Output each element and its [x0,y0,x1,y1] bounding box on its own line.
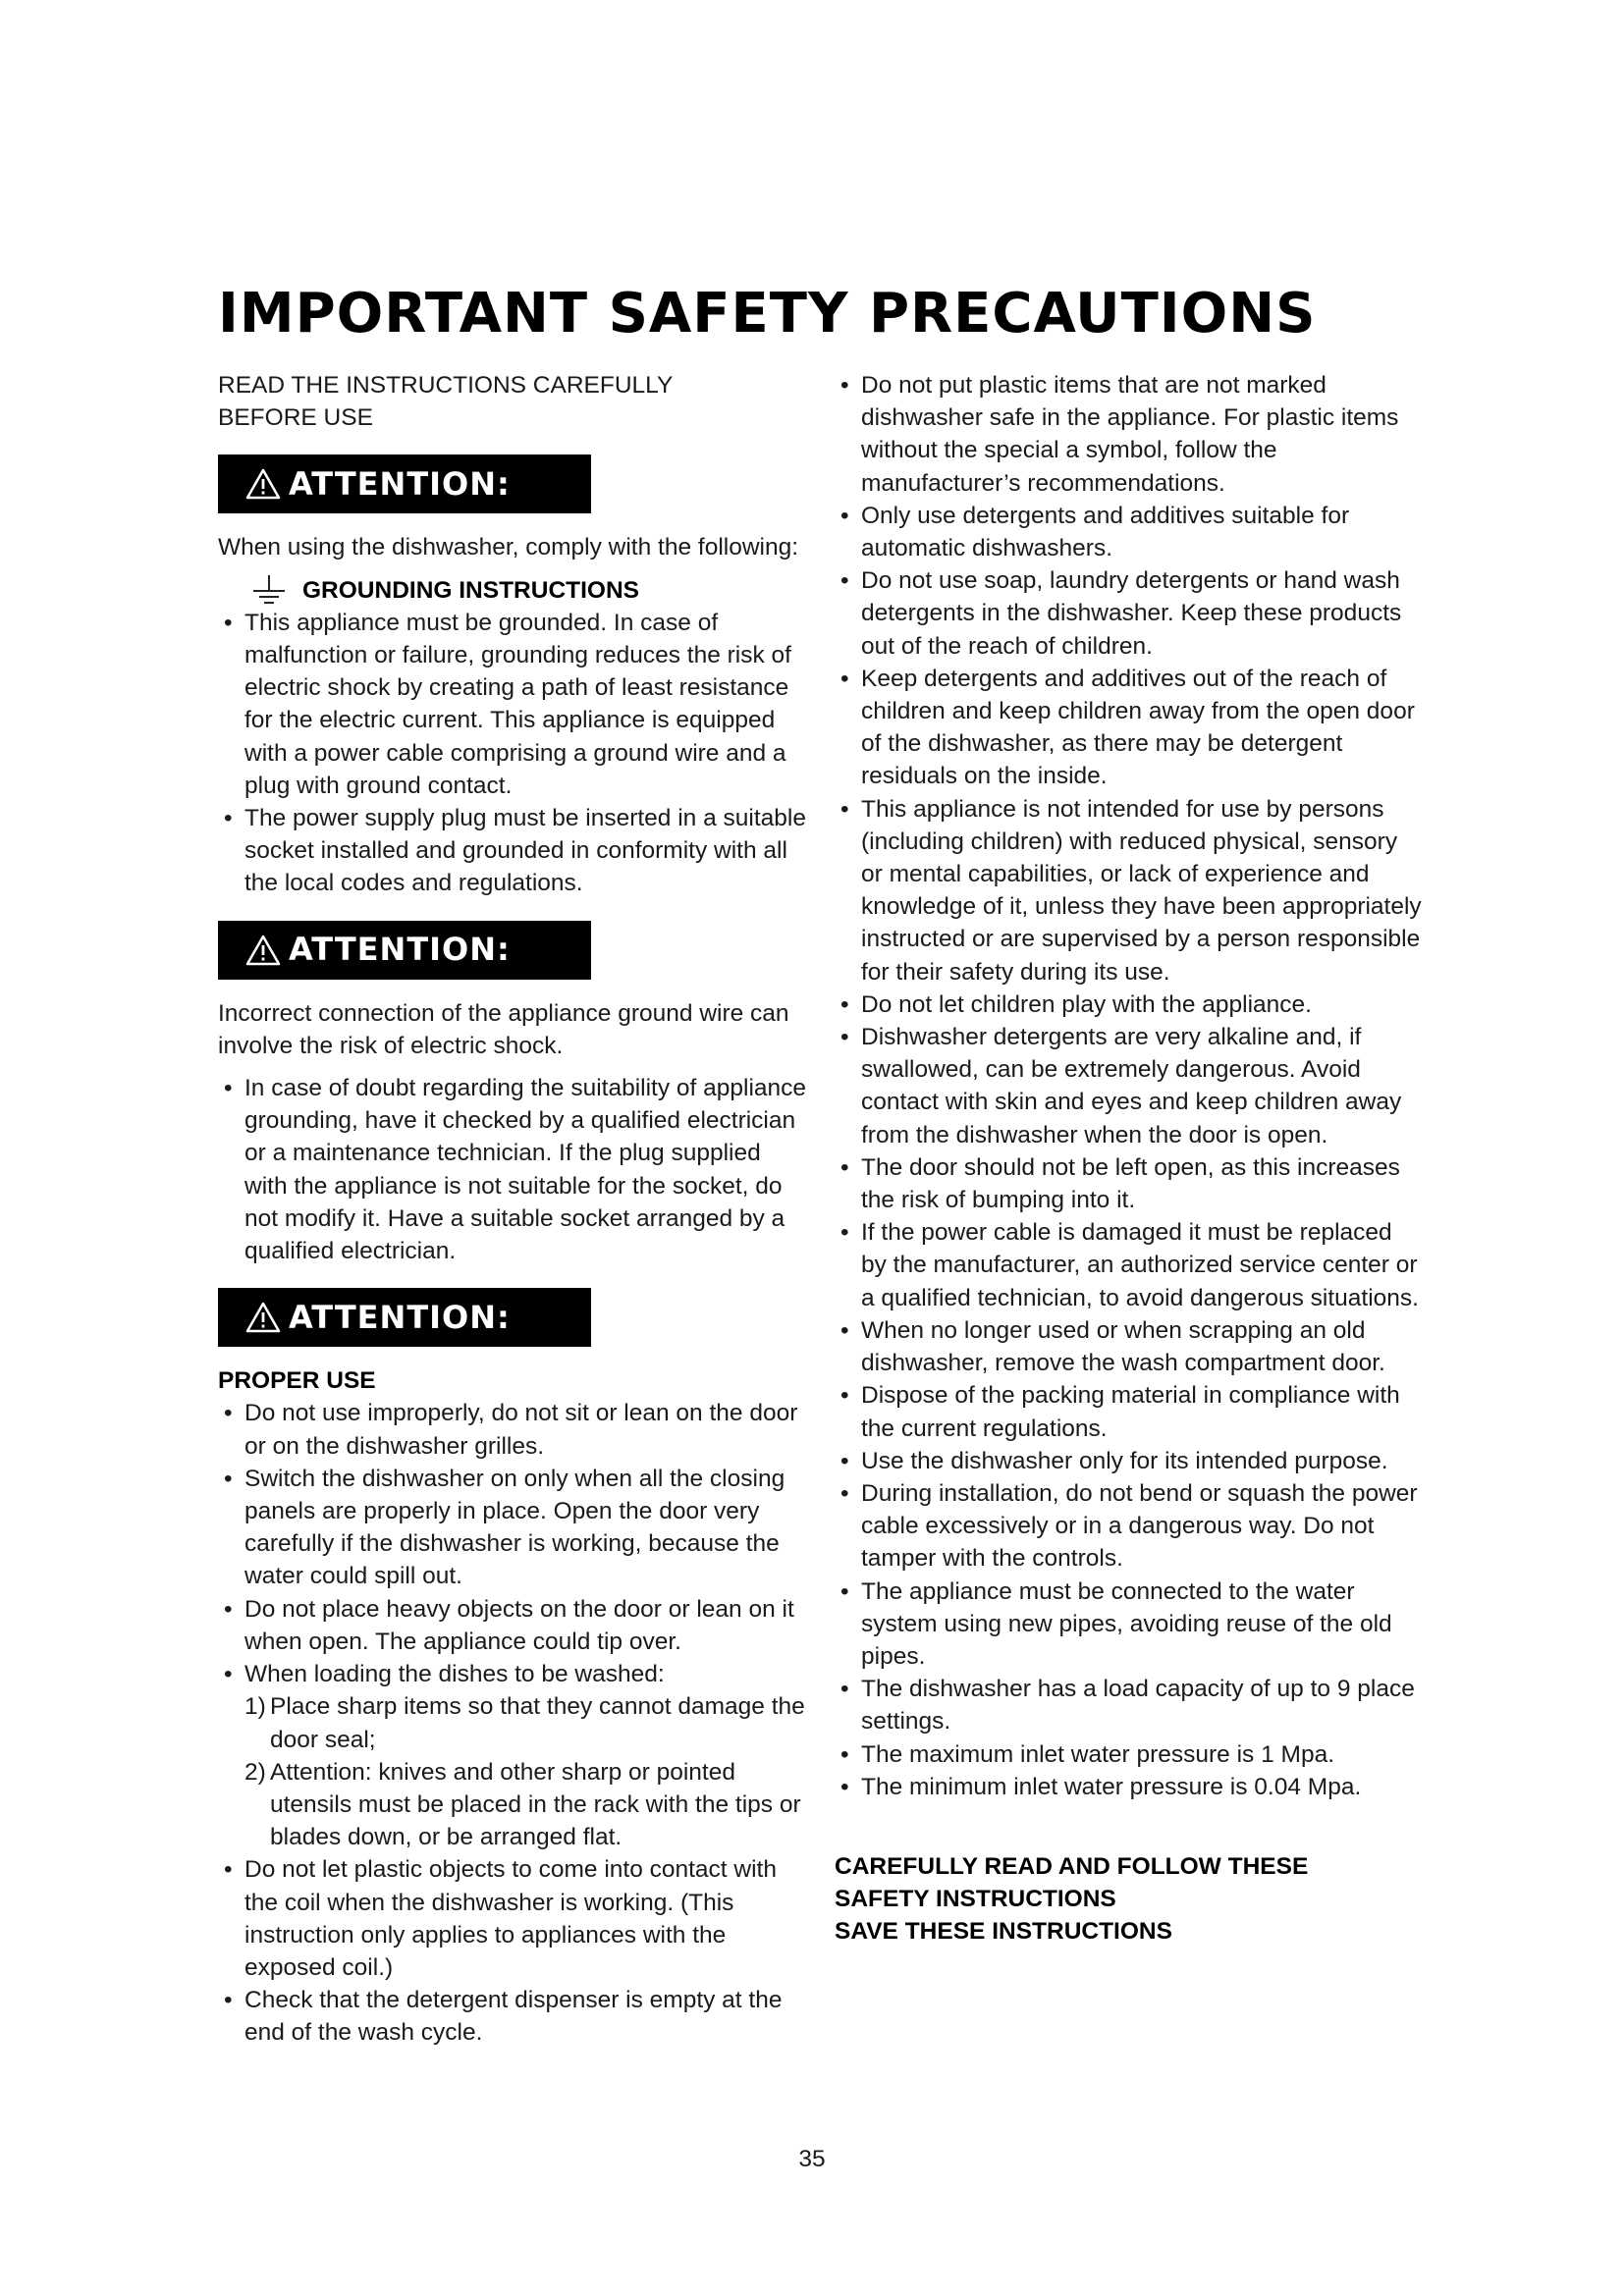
list-item: • Only use detergents and additives suitable for automatic dishwashers. [835,500,1424,564]
warning-triangle-icon [245,934,281,966]
ground-check-bullet-list [218,1072,807,1267]
list-item: • The appliance must be connected to the water system using new pipes, avoiding reuse of the old pipes. [835,1575,1424,1674]
attention-label: ATTENTION: [289,464,511,503]
item-text: Place sharp items so that they cannot damage the door seal; [270,1693,805,1753]
proper-use-bullet-list [218,1397,807,1690]
list-item: • During installation, do not bend or squash the power cable excessively or in a dangerous way. Do not tamper with the controls. [835,1477,1424,1575]
section2-intro: Incorrect connection of the appliance ground wire can involve the risk of electric shock. [218,999,789,1059]
intro-line-1: READ THE INSTRUCTIONS CAREFULLY [218,372,674,399]
item-text: Attention: knives and other sharp or pointed utensils must be placed in the rack with the tips or blades down, or be arranged flat. [270,1758,801,1851]
list-item: • The maximum inlet water pressure is 1 Mpa. [835,1738,1424,1771]
warning-triangle-icon [245,1302,281,1333]
right-column [835,369,1424,1949]
section1-intro: When using the dishwasher, comply with the following: [218,534,799,561]
attention-label: ATTENTION: [289,1298,511,1336]
list-item: • Do not place heavy objects on the door or lean on it when open. The appliance could tip over. [218,1593,807,1658]
list-item: • When no longer used or when scrapping an old dishwasher, remove the wash compartment door. [835,1314,1424,1379]
grounding-heading: GROUNDING INSTRUCTIONS [302,576,639,604]
item-number: 1) [244,1693,266,1721]
grounding-heading-row [218,574,807,607]
list-item: • The dishwasher has a load capacity of up to 9 place settings. [835,1673,1424,1737]
list-item: • This appliance is not intended for use by persons (including children) with reduced physical, sensory or mental capabilities, or lack of experience and knowledge of it, unless they have been appropriately instructed or are supervised by a person responsible for their safety during its use. [835,793,1424,988]
list-item: • If the power cable is damaged it must be replaced by the manufacturer, an authorized service center or a qualified technician, to avoid dangerous situations. [835,1216,1424,1314]
item-number: 2) [244,1758,266,1786]
intro-line-2: BEFORE USE [218,404,373,432]
attention-banner-3 [218,1288,591,1347]
list-item: • Keep detergents and additives out of the reach of children and keep children away from the open door of the dishwasher, as there may be detergent residuals on the inside. [835,663,1424,793]
list-item: • Dishwasher detergents are very alkaline and, if swallowed, can be extremely dangerous. Avoid contact with skin and eyes and keep children away from the dishwasher when the door is open. [835,1021,1424,1151]
list-item: • Check that the detergent dispenser is empty at the end of the wash cycle. [218,1984,807,2049]
list-item: • Do not use improperly, do not sit or lean on the door or on the dishwasher grilles. [218,1397,807,1462]
list-item: • The minimum inlet water pressure is 0.04 Mpa. [835,1771,1424,1803]
grounding-bullet-list [218,607,807,900]
page-number: 35 [798,2146,826,2172]
attention-label: ATTENTION: [289,931,511,969]
list-item: • Switch the dishwasher on only when all the closing panels are properly in place. Open the door very carefully if the dishwasher is working, because the water could spill out. [218,1463,807,1593]
list-item: • The power supply plug must be inserted in a suitable socket installed and grounded in conformity with all the local codes and regulations. [218,802,807,900]
list-item: • Use the dishwasher only for its intended purpose. [835,1445,1424,1477]
closing-line-3: SAVE THESE INSTRUCTIONS [835,1918,1172,1946]
ground-symbol-icon [249,575,289,605]
list-item: • Do not let plastic objects to come into contact with the coil when the dishwasher is working. (This instruction only applies to appliances with the exposed coil.) [218,1853,807,1984]
warning-triangle-icon [245,468,281,500]
page-title: IMPORTANT SAFETY PRECAUTIONS [218,282,1317,346]
numbered-item [244,1690,807,1755]
left-column [218,369,807,2050]
list-item: • Do not put plastic items that are not marked dishwasher safe in the appliance. For plastic items without the special a symbol, follow the manufacturer’s recommendations. [835,369,1424,500]
list-item: • This appliance must be grounded. In case of malfunction or failure, grounding reduces the risk of electric shock by creating a path of least resistance for the electric current. This appliance is equipped with a power cable comprising a ground wire and a plug with ground contact. [218,607,807,802]
attention-banner-1 [218,454,591,513]
list-item: • The door should not be left open, as this increases the risk of bumping into it. [835,1151,1424,1216]
attention-banner-2 [218,921,591,980]
list-item: • Do not let children play with the appliance. [835,988,1424,1021]
numbered-item [244,1756,807,1854]
list-item: • When loading the dishes to be washed: [218,1658,807,1690]
list-item: • Do not use soap, laundry detergents or hand wash detergents in the dishwasher. Keep these products out of the reach of children. [835,564,1424,663]
closing-line-2: SAFETY INSTRUCTIONS [835,1886,1116,1913]
proper-use-heading: PROPER USE [218,1367,376,1395]
list-item: • In case of doubt regarding the suitability of appliance grounding, have it checked by a qualified electrician or a maintenance technician. If the plug supplied with the appliance is not suitable for the socket, do not modify it. Have a suitable socket arranged by a qualified electrician. [218,1072,807,1267]
loading-numbered-list [218,1690,807,1853]
safety-bullet-list [835,369,1424,1803]
list-item: • Dispose of the packing material in compliance with the current regulations. [835,1379,1424,1444]
proper-use-bullet-list-continued [218,1853,807,2049]
closing-line-1: CAREFULLY READ AND FOLLOW THESE [835,1852,1309,1880]
